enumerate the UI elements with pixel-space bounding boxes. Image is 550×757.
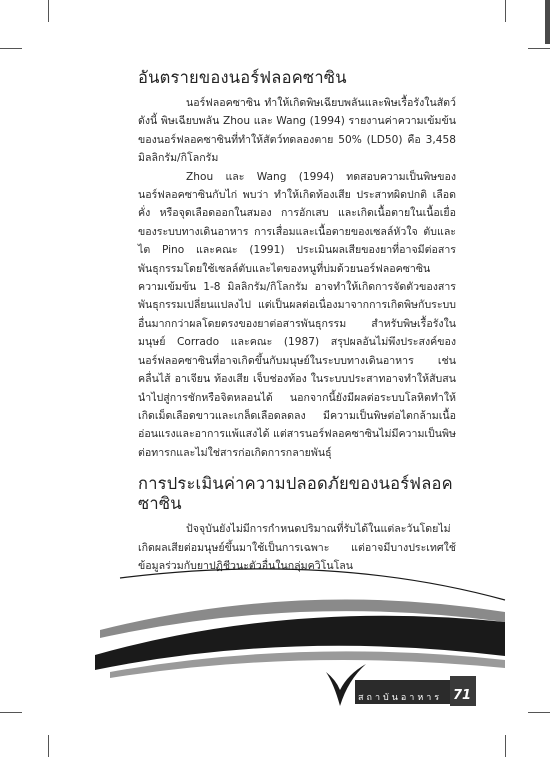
crop-mark-top-right-v <box>505 0 506 22</box>
crop-mark-bottom-left-v <box>48 735 49 757</box>
page-content <box>138 68 456 575</box>
page-number: 71 <box>453 688 472 703</box>
paragraph-acute-toxicity: นอร์ฟลอคซาซิน ทำให้เกิดพิษเฉียบพลันและพิษเรื้อรังในสัตว์ ดังนี้ พิษเฉียบพลัน Zhou และ Wang (1994) รายงานค่าความเข้มข้นของนอร์ฟลอคซาซินที่ทำให้สัตว์ทดลองตาย 50% (LD50) คือ 3,458 มิลลิกรัม/กิโลกรัม <box>138 97 456 165</box>
crop-mark-top-left-v <box>48 0 49 22</box>
paragraph-safety-assessment: ปัจจุบันยังไม่มีการกำหนดปริมาณที่รับได้ในแต่ละวันโดยไม่เกิดผลเสียต่อมนุษย์ขึ้นมาใช้เป็นการเฉพาะ แต่อาจมีบางประเทศใช้ข้อมูลร่วมกับยาปฏิชีวนะตัวอื่นในกลุ่มควิโนโลน <box>138 523 456 572</box>
journal-name: สถาบันอาหาร <box>358 693 443 703</box>
section-heading-safety: การประเมินค่าความปลอดภัยของนอร์ฟลอคซาซิน <box>138 474 453 514</box>
crop-mark-top-right-h <box>528 48 550 49</box>
chapter-tab-marker <box>545 0 550 44</box>
swoosh-thin-line <box>120 569 505 600</box>
crop-mark-bottom-right-v <box>505 735 506 757</box>
section-heading-hazards: อันตรายของนอร์ฟลอคซาซิน <box>138 68 347 87</box>
crop-mark-top-left-h <box>0 48 22 49</box>
paragraph-toxicity-studies: Zhou และ Wang (1994) ทดสอบความเป็นพิษของนอร์ฟลอคซาซินกับไก่ พบว่า ทำให้เกิดท้องเสีย ประสาทผิดปกติ เลือดคั่ง หรือจุดเลือดออกในสมอง การอักเสบ และเกิดเนื้อตายในเนื้อเยื่อของระบบทางเดินอาหาร การเสื่อมและเนื้อตายของเซลล์หัวใจ ตับและไต Pino และคณะ (1991) ประเมินผลเสียของยาที่อาจมีต่อสารพันธุกรรมโดยใช้เซลล์ตับและไตของหนูที่บ่มด้วยนอร์ฟลอคซาซินความเข้มข้น 1-8 มิลลิกรัม/กิโลกรัม อาจทำให้เกิดการจัดตัวของสารพันธุกรรมเปลี่ยนแปลงไป แต่เป็นผลต่อเนื่องมาจากการเกิดพิษกับระบบอื่นมากกว่าผลโดยตรงของยาต่อสารพันธุกรรม สำหรับพิษเรื้อรังในมนุษย์ Corrado และคณะ (1987) สรุปผลอันไม่พึงประสงค์ของนอร์ฟลอคซาซินที่อาจเกิดขึ้นกับมนุษย์ในระบบทางเดินอาหาร เช่น คลื่นไส้ อาเจียน ท้องเสีย เจ็บช่องท้อง ในระบบประสาทอาจทำให้สับสน นำไปสู่การชักหรือจิตหลอนได้ นอกจากนี้ยังมีผลต่อระบบโลหิตทำให้เกิดเม็ดเลือดขาวและเกล็ดเลือดลดลง มีความเป็นพิษต่อไตกล้ามเนื้ออ่อนแรงและอาการแพ้แสงได้ แต่สารนอร์ฟลอคซาซินไม่มีความเป็นพิษต่อทารกและไม่ใช่สารก่อเกิดการกลายพันธุ์ <box>138 170 456 459</box>
